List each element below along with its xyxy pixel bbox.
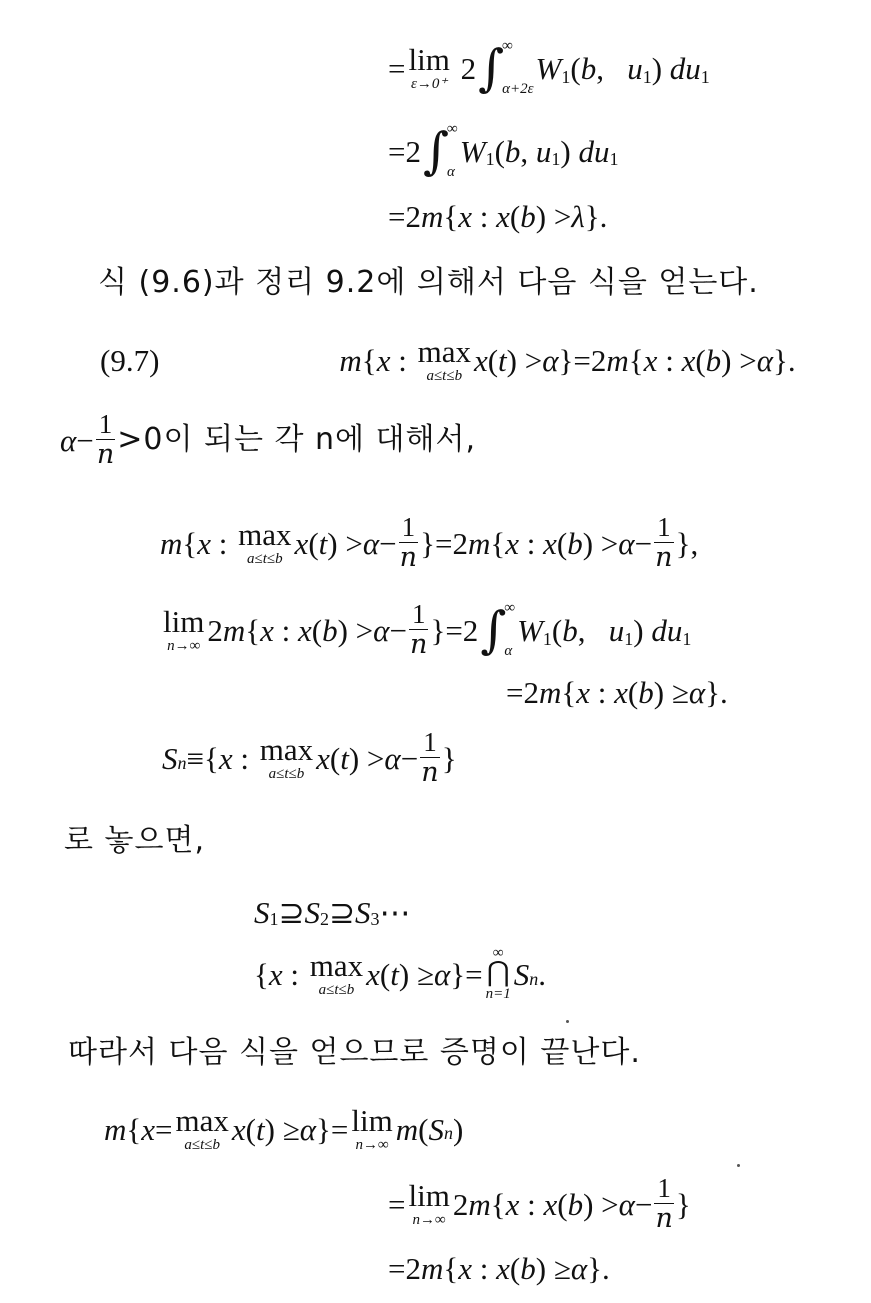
text-sentence-4: 따라서 다음 식을 얻으므로 증명이 끝난다.: [68, 1035, 641, 1070]
fraction-1-over-n: $\frac{1}{n}$: [421, 727, 439, 788]
scan-mark: [737, 1164, 740, 1167]
fraction-1-over-n: $\frac{1}{n}$: [409, 599, 428, 660]
max-operator: max a≤t≤b: [417, 334, 471, 384]
scan-mark: [566, 1020, 569, 1023]
limit-operator: lim n→∞: [408, 1178, 450, 1228]
text-sentence-1: 식 (9.6)과 정리 9.2에 의해서 다음 식을 얻는다.: [98, 265, 759, 300]
equation-line-12: =2 m { x : x ( b ) ≥ α }.: [388, 1250, 610, 1286]
equation-line-3: =2 m { x : x ( b ) > λ }.: [388, 198, 608, 234]
text-sentence-2: α − $\frac{1}{n}$ >0이 되는 각 n에 대해서,: [60, 409, 477, 470]
equation-line-7: S n ≡{ x : max a≤t≤b x ( t ) > α − $\frac{1}{n}$ }: [162, 727, 457, 788]
intersection-operator: ∞ ⋂ n=1: [485, 945, 511, 1002]
integral-sign: ∫ ∞ α: [422, 121, 458, 180]
max-operator: max a≤t≤b: [309, 948, 364, 998]
fraction-1-over-n: $\frac{1}{n}$: [655, 1173, 673, 1234]
equation-9-7: (9.7) m { x : max a≤t≤b x ( t ) > α }=2 m { x : x ( b ) > α }.: [100, 334, 796, 384]
fraction-1-over-n: $\frac{1}{n}$: [655, 512, 673, 573]
equation-line-8: S 1 ⊇ S 2 ⊇ S 3 ⋯: [254, 894, 411, 930]
limit-operator: lim n→∞: [163, 604, 205, 654]
equation-line-2: =2 ∫ ∞ α W 1 ( b , u 1 ) du 1: [388, 121, 619, 180]
fraction-1-over-n: $\frac{1}{n}$: [96, 409, 115, 470]
equation-line-9: { x : max a≤t≤b x ( t ) ≥ α }= ∞ ⋂ n=1 S n .: [254, 945, 546, 1002]
integral-sign: ∫ ∞ α: [480, 600, 516, 659]
max-operator: max a≤t≤b: [238, 517, 292, 567]
text-sentence-3: 로 놓으면,: [64, 823, 205, 858]
limit-operator: lim n→∞: [351, 1103, 393, 1153]
equation-line-4: m { x : max a≤t≤b x ( t ) > α − $\frac{1}{n}$ }=2 m { x : x ( b ) > α − $\frac{1}{n}$ },: [160, 512, 699, 573]
equation-line-6: =2 m { x : x ( b ) ≥ α }.: [506, 674, 728, 710]
equation-line-10: m { x = max a≤t≤b x ( t ) ≥ α }= lim n→∞ m ( S n ): [104, 1103, 464, 1153]
max-operator: max a≤t≤b: [175, 1103, 229, 1153]
equation-line-1: = lim ε→0⁺ 2 ∫ ∞ α+2ε W 1 ( b , u 1 ) du 1: [388, 38, 710, 97]
integral-sign: ∫ ∞ α+2ε: [478, 38, 534, 97]
limit-operator: lim ε→0⁺: [408, 42, 450, 92]
equation-line-11: = lim n→∞ 2 m { x : x ( b ) > α − $\frac{1}{n}$ }: [388, 1173, 691, 1234]
max-operator: max a≤t≤b: [259, 732, 314, 782]
fraction-1-over-n: $\frac{1}{n}$: [399, 512, 418, 573]
equation-line-5: lim n→∞ 2 m { x : x ( b ) > α − $\frac{1}{n}$ }=2 ∫ ∞ α W 1 ( b , u 1 ) du 1: [163, 599, 692, 660]
equation-number: (9.7): [100, 342, 160, 378]
